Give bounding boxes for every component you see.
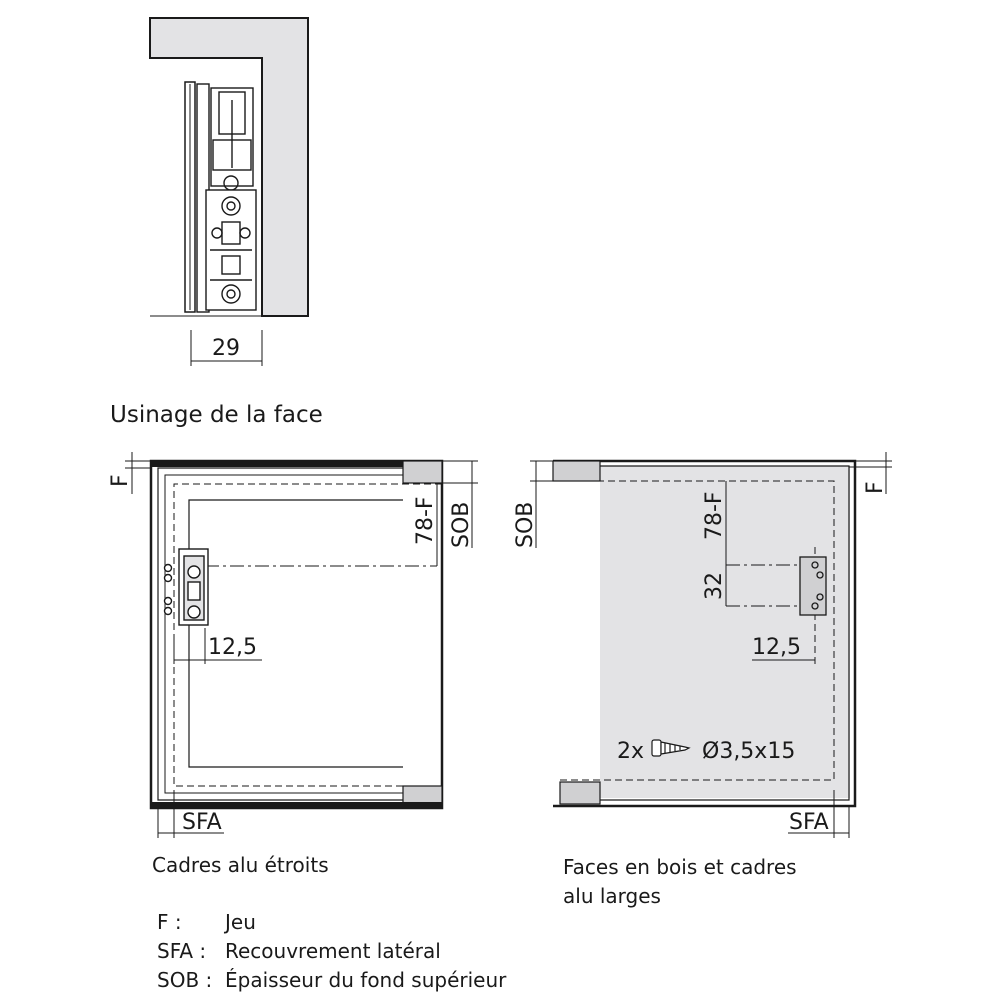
left-sfa-label: SFA (182, 810, 222, 835)
legend-text: Jeu (225, 910, 256, 934)
section-title: Usinage de la face (110, 402, 323, 428)
left-caption: Cadres alu étroits (152, 853, 329, 877)
hinge-detail-view (150, 18, 308, 366)
left-f-label: F (108, 474, 133, 487)
right-f-label: F (863, 481, 888, 494)
right-face-diagram (513, 452, 892, 838)
screw-spec-label: Ø3,5x15 (702, 739, 796, 764)
right-depth-label: 78-F (702, 491, 727, 540)
left-face-diagram (108, 452, 478, 838)
legend-key: F : (157, 910, 182, 934)
legend-row-sob (157, 966, 506, 995)
left-sob-label: SOB (449, 501, 474, 548)
right-caption-line2: alu larges (563, 884, 661, 908)
legend (157, 908, 506, 995)
right-hinge-symbol (800, 557, 826, 615)
legend-key: SOB : (157, 968, 213, 992)
left-outer-frame (151, 461, 442, 808)
left-depth-label: 78-F (413, 496, 438, 545)
screw-count-label: 2x (617, 739, 645, 764)
right-caption (563, 853, 797, 911)
right-spacing-label: 32 (702, 572, 727, 600)
hinge-mechanism (197, 84, 256, 312)
right-offset-label: 12,5 (752, 635, 801, 660)
left-offset-label: 12,5 (208, 635, 257, 660)
legend-row-f (157, 908, 506, 937)
right-sob-label: SOB (513, 501, 538, 548)
legend-key: SFA : (157, 939, 207, 963)
legend-text: Épaisseur du fond supérieur (225, 968, 507, 992)
left-hinge-symbol (165, 549, 209, 625)
right-sfa-label: SFA (789, 810, 829, 835)
right-caption-line1: Faces en bois et cadres (563, 855, 797, 879)
dimension-29-label: 29 (212, 336, 240, 361)
legend-text: Recouvrement latéral (225, 939, 441, 963)
legend-row-sfa (157, 937, 506, 966)
